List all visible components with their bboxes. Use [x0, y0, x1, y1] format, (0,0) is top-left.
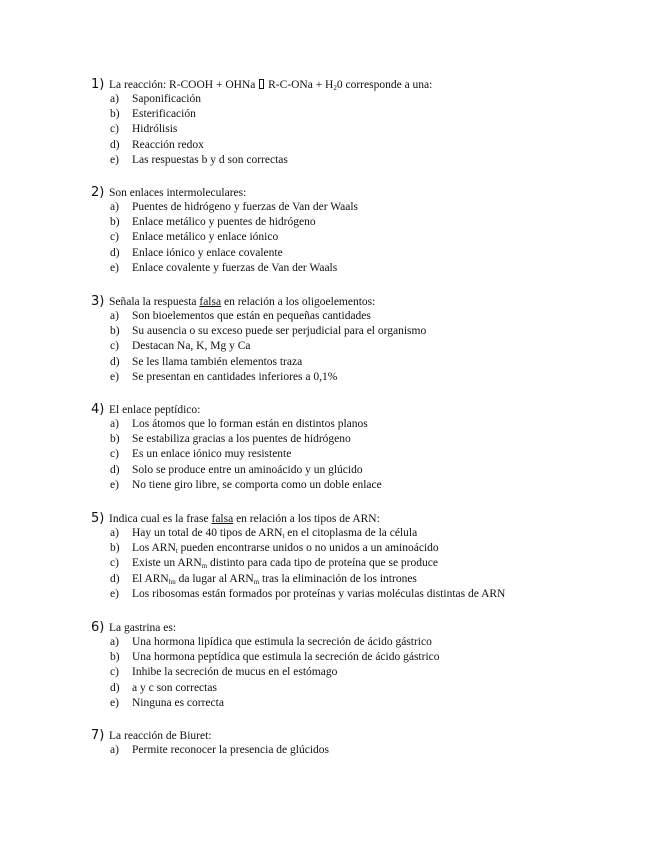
question-stem	[91, 76, 646, 92]
option-letter: c)	[110, 340, 119, 353]
option-item	[91, 92, 646, 107]
option-list	[91, 635, 646, 712]
text-run: da lugar al ARN	[175, 572, 254, 585]
text-run: Enlace metálico y enlace iónico	[132, 231, 279, 244]
subscript: t	[175, 546, 178, 555]
option-text	[132, 201, 358, 213]
text-run: Su ausencia o su exceso puede ser perjudicial para el organismo	[132, 324, 427, 337]
question-text	[109, 79, 432, 91]
question-text	[109, 622, 176, 634]
subscript: hn	[168, 577, 176, 586]
option-letter: a)	[110, 526, 119, 539]
option-letter: c)	[110, 557, 119, 570]
option-text	[132, 231, 278, 243]
option-text	[132, 154, 288, 166]
text-run: Hidrólisis	[132, 123, 178, 136]
text-run: Una hormona peptídica que estimula la secreción de ácido gástrico	[132, 650, 440, 663]
option-item	[91, 541, 646, 556]
option-text	[132, 418, 368, 430]
text-run: Esterificación	[132, 107, 196, 120]
text-run: Puentes de hidrógeno y fuerzas de Van der Waals	[132, 200, 359, 213]
question-number: 4)	[91, 402, 105, 417]
option-item	[91, 309, 646, 324]
subscript: t	[282, 531, 285, 540]
text-run: R-C-ONa + H	[265, 79, 334, 91]
option-item	[91, 215, 646, 230]
option-list	[91, 743, 646, 758]
option-text	[132, 651, 440, 663]
option-letter: c)	[110, 123, 119, 136]
option-item	[91, 587, 646, 602]
text-run: a y c son correctas	[132, 681, 217, 694]
option-letter: b)	[110, 432, 120, 445]
option-item	[91, 432, 646, 447]
option-letter: b)	[110, 650, 120, 663]
subscript: m	[253, 577, 260, 586]
option-letter: c)	[110, 231, 119, 244]
question-text	[109, 296, 375, 308]
option-item	[91, 681, 646, 696]
option-item	[91, 635, 646, 650]
option-text	[132, 93, 201, 105]
text-run: Enlace covalente y fuerzas de Van der Waals	[132, 262, 338, 275]
text-run: Enlace metálico y puentes de hidrógeno	[132, 215, 316, 228]
option-text	[132, 573, 417, 585]
option-text	[132, 682, 217, 694]
option-text	[132, 464, 363, 476]
question-4	[91, 401, 646, 493]
missing-glyph-icon	[259, 79, 264, 89]
option-item	[91, 743, 646, 758]
option-item	[91, 107, 646, 122]
question-3	[91, 293, 646, 385]
text-run: No tiene giro libre, se comporta como un doble enlace	[132, 479, 382, 492]
text-run: Existe un ARN	[132, 557, 202, 570]
option-text	[132, 666, 337, 678]
question-7	[91, 727, 646, 758]
subscript: 2	[333, 84, 337, 92]
text-run: Reacción redox	[132, 138, 204, 151]
subscript: m	[201, 562, 208, 571]
text-run: Hay un total de 40 tipos de ARN	[132, 526, 283, 539]
question-number: 2)	[91, 185, 105, 200]
option-text	[132, 527, 417, 539]
option-text	[132, 697, 224, 709]
option-text	[132, 356, 302, 368]
question-number: 6)	[91, 620, 105, 635]
option-item	[91, 138, 646, 153]
option-letter: d)	[110, 681, 120, 694]
text-run: Saponificación	[132, 92, 201, 105]
text-run: Se presentan en cantidades inferiores a 0,1%	[132, 371, 338, 384]
question-number: 3)	[91, 294, 105, 309]
text-run: El ARN	[132, 572, 169, 585]
option-item	[91, 200, 646, 215]
option-letter: c)	[110, 448, 119, 461]
option-letter: d)	[110, 355, 120, 368]
text-run: La gastrina es:	[109, 622, 177, 634]
option-text	[132, 139, 204, 151]
option-letter: a)	[110, 309, 119, 322]
question-5	[91, 510, 646, 602]
option-item	[91, 650, 646, 665]
question-stem	[91, 401, 646, 417]
text-run: La reacción de Biuret:	[109, 730, 212, 742]
option-item	[91, 478, 646, 493]
text-run: La reacción: R-COOH + OHNa	[109, 79, 259, 91]
option-letter: c)	[110, 666, 119, 679]
option-text	[132, 636, 432, 648]
option-letter: e)	[110, 697, 119, 710]
option-letter: a)	[110, 200, 119, 213]
text-run: 0 corresponde a una:	[336, 79, 433, 91]
option-item	[91, 230, 646, 245]
option-item	[91, 526, 646, 541]
option-text	[132, 588, 505, 600]
option-text	[132, 247, 283, 259]
question-stem	[91, 510, 646, 526]
option-item	[91, 339, 646, 354]
option-item	[91, 355, 646, 370]
text-run: Inhibe la secreción de mucus en el estómago	[132, 666, 338, 679]
question-1	[91, 76, 646, 168]
option-item	[91, 447, 646, 462]
option-letter: e)	[110, 479, 119, 492]
option-text	[132, 448, 291, 460]
option-text	[132, 433, 351, 445]
option-item	[91, 572, 646, 587]
text-run: Se les llama también elementos traza	[132, 355, 303, 368]
option-item	[91, 556, 646, 571]
option-letter: e)	[110, 262, 119, 275]
text-run: Los ribosomas están formados por proteínas y varias moléculas distintas de ARN	[132, 588, 506, 601]
option-letter: e)	[110, 371, 119, 384]
option-letter: d)	[110, 246, 120, 259]
option-letter: a)	[110, 92, 119, 105]
text-run: Son bioelementos que están en pequeñas cantidades	[132, 309, 371, 322]
question-number: 5)	[91, 511, 105, 526]
text-run: Los ARN	[132, 541, 176, 554]
option-item	[91, 153, 646, 168]
question-number: 1)	[91, 77, 105, 92]
question-stem	[91, 619, 646, 635]
option-letter: e)	[110, 588, 119, 601]
question-text	[109, 187, 246, 199]
text-run: tras la eliminación de los intrones	[259, 572, 417, 585]
option-text	[132, 744, 329, 756]
option-text	[132, 371, 337, 383]
underlined-word: falsa	[211, 513, 234, 525]
text-run: Enlace iónico y enlace covalente	[132, 246, 283, 259]
option-item	[91, 417, 646, 432]
option-text	[132, 325, 426, 337]
option-letter: b)	[110, 215, 120, 228]
text-run: en relación a los tipos de ARN:	[233, 513, 380, 525]
text-run: distinto para cada tipo de proteína que se produce	[207, 557, 438, 570]
option-item	[91, 122, 646, 137]
option-letter: a)	[110, 417, 119, 430]
option-text	[132, 557, 438, 569]
text-run: El enlace peptídico:	[109, 404, 201, 416]
option-text	[132, 262, 337, 274]
question-6	[91, 619, 646, 711]
option-list	[91, 526, 646, 603]
text-run: Permite reconocer la presencia de glúcidos	[132, 743, 330, 756]
underlined-word: falsa	[199, 296, 222, 308]
option-text	[132, 542, 439, 554]
text-run: Es un enlace iónico muy resistente	[132, 448, 292, 461]
option-text	[132, 310, 371, 322]
option-letter: b)	[110, 541, 120, 554]
text-run: Destacan Na, K, Mg y Ca	[132, 340, 251, 353]
text-run: Indica cual es la frase	[109, 513, 212, 525]
text-run: en el citoplasma de la célula	[284, 526, 418, 539]
option-text	[132, 479, 382, 491]
question-number: 7)	[91, 728, 105, 743]
text-run: Señala la respuesta	[109, 296, 200, 308]
text-run: Son enlaces intermoleculares:	[109, 187, 247, 199]
text-run: Ninguna es correcta	[132, 697, 224, 710]
option-letter: e)	[110, 154, 119, 167]
option-text	[132, 123, 177, 135]
option-letter: b)	[110, 107, 120, 120]
text-run: pueden encontrarse unidos o no unidos a un aminoácido	[177, 541, 439, 554]
option-text	[132, 216, 316, 228]
option-list	[91, 417, 646, 494]
question-2	[91, 184, 646, 276]
question-stem	[91, 293, 646, 309]
option-letter: d)	[110, 463, 120, 476]
option-letter: d)	[110, 572, 120, 585]
option-list	[91, 200, 646, 277]
option-letter: b)	[110, 324, 120, 337]
question-text	[109, 730, 212, 742]
option-item	[91, 370, 646, 385]
text-run: Solo se produce entre un aminoácido y un glúcido	[132, 463, 363, 476]
option-letter: a)	[110, 743, 119, 756]
text-run: Una hormona lipídica que estimula la secreción de ácido gástrico	[132, 635, 432, 648]
option-item	[91, 246, 646, 261]
option-item	[91, 463, 646, 478]
text-run: Los átomos que lo forman están en distintos planos	[132, 417, 368, 430]
option-text	[132, 108, 196, 120]
option-list	[91, 92, 646, 169]
question-text	[109, 404, 200, 416]
option-list	[91, 309, 646, 386]
option-item	[91, 665, 646, 680]
option-letter: d)	[110, 138, 120, 151]
option-text	[132, 340, 250, 352]
option-item	[91, 261, 646, 276]
question-text	[109, 513, 380, 525]
option-item	[91, 324, 646, 339]
question-stem	[91, 184, 646, 200]
question-stem	[91, 727, 646, 743]
text-run: en relación a los oligoelementos:	[221, 296, 376, 308]
option-item	[91, 696, 646, 711]
option-letter: a)	[110, 635, 119, 648]
text-run: Las respuestas b y d son correctas	[132, 154, 288, 167]
text-run: Se estabiliza gracias a los puentes de hidrógeno	[132, 432, 351, 445]
